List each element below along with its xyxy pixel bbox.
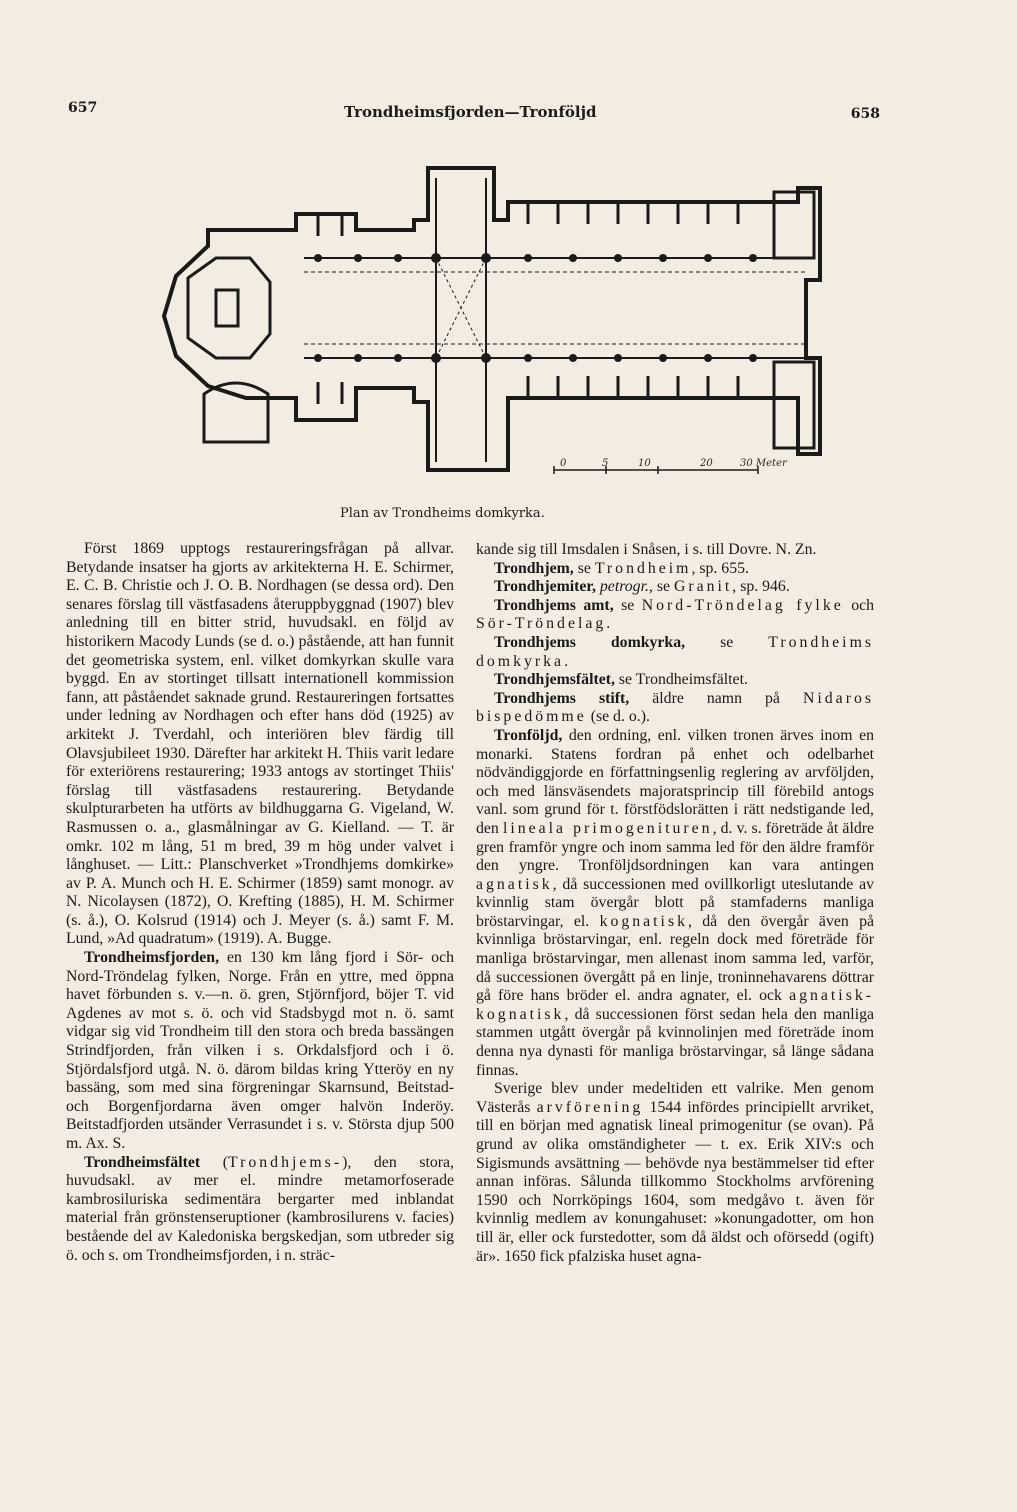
page-number-right: 658 xyxy=(850,106,880,122)
entry-trondhjems-stift: Trondhjems stift, äldre namn på Nidaros bispedömme (se d. o.). xyxy=(476,689,874,726)
figure-caption: Plan av Trondheims domkyrka. xyxy=(340,506,545,521)
signature-bugge: A. Bugge. xyxy=(266,930,332,948)
signature-ax-s: Ax. S. xyxy=(85,1135,126,1152)
octagon-choir xyxy=(188,258,270,358)
signature-n-zn: N. Zn. xyxy=(775,541,817,558)
entry-tronfoljd: Tronföljd, den ordning, enl. vilken tronen ärves inom en monarki. Statens fordran på enhet och odelbarhet nödvändiggjorde en författningsenlig reglering av arvföljden, och med länsväsendets majoratsprincip till förebild antogs vanl. som grund för t. förstfödslorätten i rätt nedstigande led, den lineala primogenituren, d. v. s. företräde åt äldre gren framför yngre och inom samma led för den äldre framför den yngre. Tronföljdsordningen kan vara antingen agnatisk, då successionen med ovillkorligt uteslutande av kvinnlig stam övergår blott på stamfaderns manliga bröstarvingar, el. kognatisk, då den övergår även på kvinnliga bröstarvingar, enl. regeln dock med företräde för manliga bröstarvingar, men allenast inom samma led, varför, då successionen övergått på en linje, troninnehavarens döttrar gå före hans bröder el. andra agnater, el. ock agnatisk-kognatisk, då successionen först sedan hela den manliga stammen utgått övergår på kvinnolinjen med företräde inom denna nya dynasti för manliga bröstarvingar, så länge sådana finnas. xyxy=(476,726,875,1079)
scale-label-30-meter: 30 Meter xyxy=(740,458,787,469)
tower-south xyxy=(774,362,814,448)
scale-label-20: 20 xyxy=(700,458,713,469)
scale-label-0: 0 xyxy=(560,458,567,469)
entry-trondhjem: Trondhjem, se Trondheim, sp. 655. xyxy=(494,559,749,577)
chapter-house xyxy=(204,383,268,442)
entry-trondhjems-domkyrka: Trondhjems domkyrka, se Trondheims domkyrka. xyxy=(476,633,875,670)
headword-trondheimsfaltet: Trondheimsfältet xyxy=(84,1153,201,1171)
scale-label-10: 10 xyxy=(638,458,651,469)
entry-trondheimsfaltet: Trondheimsfältet (Trondhjems-), den stora, huvudsakl. av mer el. mindre metamorfoserade kambrosiluriska sedimentära bergarter med inblandat material från grönstenseruptioner (kambrosilurens v. facies) bestående del av Kaledoniska bergskedjan, som utbreder sig ö. och s. om Trondheimsfjorden, i n. sträc- xyxy=(66,1153,454,1264)
paragraph-continuation: kande sig till Imsdalen i Snåsen, i s. till Dovre. N. Zn. xyxy=(476,541,817,558)
running-head: Trondheimsfjorden—Tronföljd xyxy=(344,103,597,121)
right-column xyxy=(476,541,874,1266)
paragraph-sverige: Sverige blev under medeltiden ett valrike. Men genom Västerås arvförening 1544 infördes principiellt arvriket, till en början med agnatisk lineal primogenitur (se ovan). På grund av olika omständigheter — t. ex. Erik XIV:s och Sigismunds avsättning — behövde nya bestämmelser tid efter annan införas. Sålunda tillkommo Stockholms arvförening 1590 och Norrköpings 1604, som medgåvo t. även för kvinnlig medlem av konungahuset: »konungadotter, om hon till är, eller ock furstedotter, som då äldst och oförsedd (ogift) är». 1650 fick pfalziska huset agna- xyxy=(476,1080,874,1265)
entry-trondhjems-amt: Trondhjems amt, se Nord-Tröndelag fylke och Sör-Tröndelag. xyxy=(476,596,874,633)
page-number-left: 657 xyxy=(68,100,98,116)
entry-trondheimsfjorden: Trondheimsfjorden, en 130 km lång fjord i Sör- och Nord-Tröndelag fylken, Norge. Från en yttre, med öppna havet förbunden s. v.—n. ö. gren, Stjörnfjord, böjer T. vid Agdenes av mot s. ö. och vid Stadsbygd mot n. ö. samt vidgar sig vid Trondheim till den stora och breda bassängen Strindfjorden, från vilken i s. Orkdalsfjord och i ö. Stjördalsfjord utgå. N. ö. därom bildas kring Ytteröy en ny bassäng, som med sina förgreningar Skarnsund, Beitstad- och Borgenfjordarna även omger halvön Inderöy. Beitstadfjorden utsänder Verrasundet i s. v. Största djup 500 m. Ax. S. xyxy=(66,949,454,1152)
scale-bar xyxy=(554,466,758,474)
cathedral-floor-plan xyxy=(118,158,830,506)
headword-trondheimsfjorden: Trondheimsfjorden, xyxy=(84,949,220,967)
entry-trondhjemiter: Trondhjemiter, petrogr., se Granit, sp. 946. xyxy=(494,578,790,596)
shrine xyxy=(216,290,238,326)
floor-plan-drawing xyxy=(118,158,830,498)
crossing-lines xyxy=(436,258,486,358)
scale-label-5: 5 xyxy=(602,458,609,469)
entry-trondhjemsfaltet: Trondhjemsfältet, se Trondheimsfältet. xyxy=(494,671,748,689)
plan-outline xyxy=(164,168,820,470)
pillars xyxy=(314,253,757,363)
page-header xyxy=(68,100,880,124)
paragraph-restoration: Först 1869 upptogs restaureringsfrågan på allvar. Betydande insatser ha gjorts av arkitekterna H. E. Schirmer, E. C. B. Christie och J. O. B. Nordhagen (se dessa ord). Den senares förslag till västfasadens återuppbyggnad (1907) blev anledning till en bitter strid, huvudsakl. en följd av historikern Macody Lunds (se d. o.) påstående, att han funnit det geometriska system, enl. vilket domkyrkan skulle vara byggd. En av stortinget tillsatt internationell kommission fann, att påståendet saknade grund. Restaureringen fortsattes under ledning av Nordhagen och efter hans död (1925) av arkitekt J. Tverdahl, och interiören blev färdig till Olavsjubileet 1930. Därefter har arkitekt H. Thiis varit ledare för exteriörens restaurering; 1933 antogs av stortinget Thiis' förslag till västfasadens restaurering. Betydande skulpturarbeten ha utförts av bildhuggarna G. Vigeland, W. Rasmussen o. a., glasmålningar av G. Kielland. — T. är omkr. 102 m lång, 51 m bred, 39 m hög under valvet i långhuset. — Litt.: Planschverket »Trondhjems domkirke» av P. A. Munch och H. E. Schirmer (1859) samt monogr. av N. Nicolaysen (1872), O. Krefting (1885), H. M. Schirmer (s. å.), O. Kolsrud (1914) och J. Meyer (s. å.) samt F. M. Lund, »Ad quadratum» (1919). A. Bugge. xyxy=(66,540,454,948)
left-column xyxy=(66,540,454,1265)
